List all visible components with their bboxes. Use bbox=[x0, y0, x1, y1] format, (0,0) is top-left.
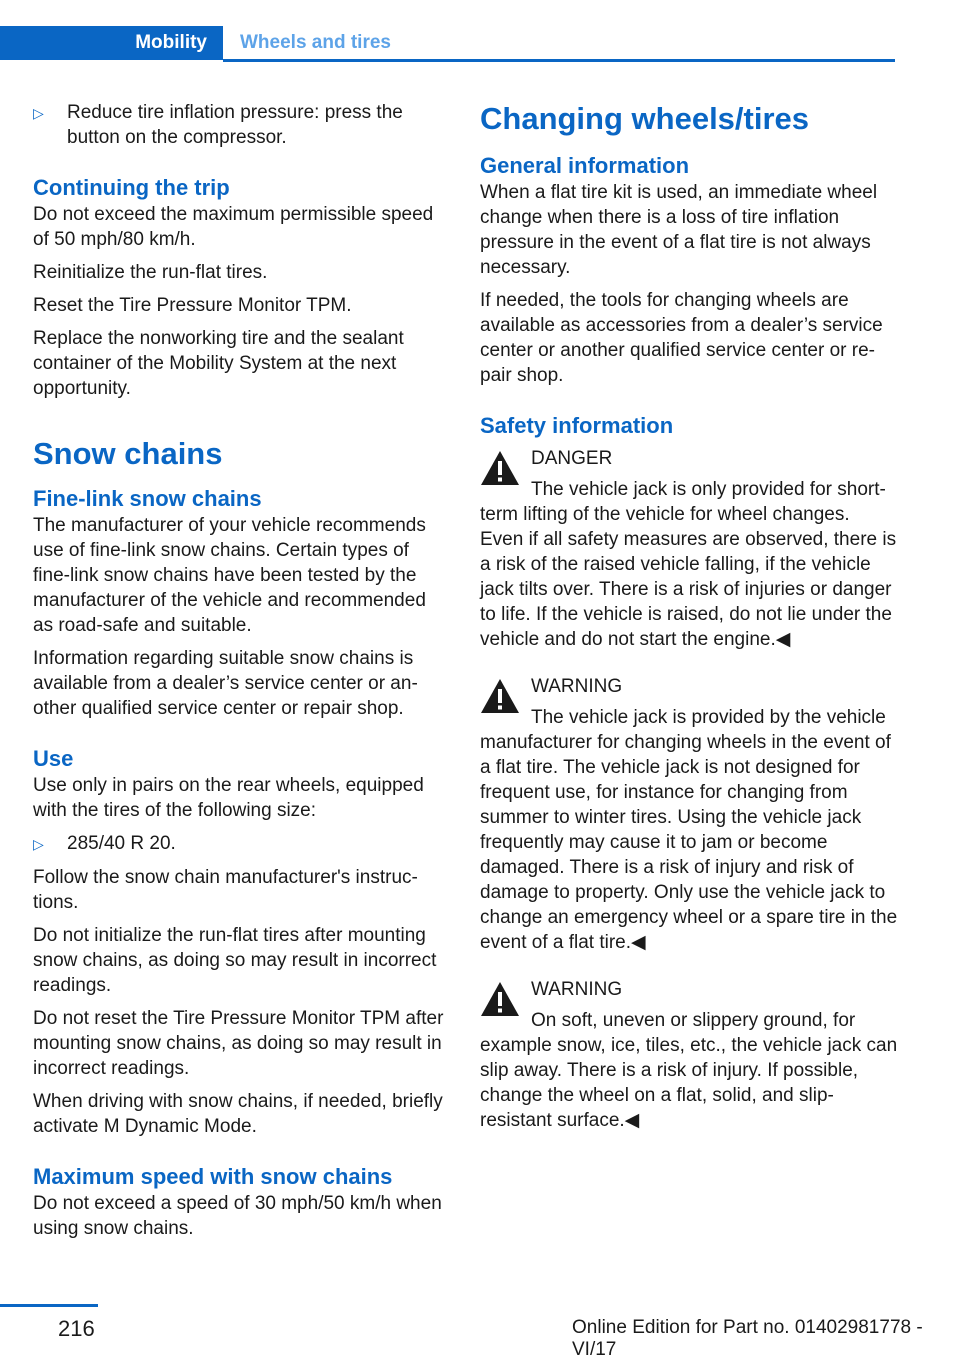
tab-wheels-and-tires[interactable]: Wheels and tires bbox=[240, 32, 391, 53]
warning-notice bbox=[480, 977, 898, 1133]
heading-continuing-trip: Continuing the trip bbox=[33, 175, 230, 200]
right-column bbox=[480, 100, 898, 1141]
warning-triangle-icon bbox=[480, 678, 520, 714]
paragraph: If needed, the tools for changing wheels are available as accessories from a dealer’s service center or another qualified service center or repair shop. bbox=[480, 290, 883, 386]
notice-label: DANGER bbox=[531, 448, 613, 469]
heading-snow-chains: Snow chains bbox=[33, 436, 223, 471]
paragraph: Follow the snow chain manufacturer's instructions. bbox=[33, 867, 418, 913]
heading-fine-link: Fine-link snow chains bbox=[33, 486, 262, 511]
triangle-right-icon: ▷ bbox=[33, 105, 44, 121]
paragraph: Do not reset the Tire Pressure Monitor TPM after mounting snow chains, as doing so may result in incorrect readings. bbox=[33, 1008, 444, 1079]
page-number: 216 bbox=[58, 1316, 95, 1341]
edition-note: Online Edition for Part no. 01402981778 - VI/17 bbox=[572, 1317, 923, 1360]
notice-text: The vehicle jack is provided by the vehicle manufacturer for changing wheels in the event of a flat tire. The vehicle jack is not designed for frequent use, for instance for changing from summer to winter tires. Using the vehicle jack frequently may cause it to jam or become damaged. There is a risk of injury and risk of damage to property. Only use the vehicle jack to change an emergency wheel or a spare tire in the event of a flat tire.◀ bbox=[480, 707, 898, 953]
notice-text: On soft, uneven or slippery ground, for example snow, ice, tiles, etc., the vehicle jack can slip away. There is a risk of injury. If possible, change the wheel on a flat, solid, and slip-resistant surface.◀ bbox=[480, 1010, 898, 1131]
paragraph: When a flat tire kit is used, an immediate wheel change when there is a loss of tire inflation pressure in the event of a flat tire is not always necessary. bbox=[480, 182, 878, 278]
paragraph: Reset the Tire Pressure Monitor TPM. bbox=[33, 295, 352, 316]
paragraph: The manufacturer of your vehicle recommends use of fine-link snow chains. Certain types of fine-link snow chains have been tested by the manufacturer of the vehicle and recommended as road-safe and suitable. bbox=[33, 515, 426, 636]
heading-safety-info: Safety information bbox=[480, 413, 674, 438]
paragraph: Use only in pairs on the rear wheels, equipped with the tires of the following size: bbox=[33, 775, 424, 821]
heading-max-speed: Maximum speed with snow chains bbox=[33, 1164, 393, 1189]
list-item: ▷ Reduce tire inflation pressure: press the button on the compressor. bbox=[33, 102, 403, 148]
notice-label: WARNING bbox=[531, 676, 623, 697]
footer-rule bbox=[0, 1304, 98, 1307]
notice-label: WARNING bbox=[531, 979, 623, 1000]
warning-triangle-icon bbox=[480, 981, 520, 1017]
danger-notice bbox=[480, 446, 898, 652]
tab-mobility[interactable]: Mobility bbox=[0, 26, 223, 60]
page-header bbox=[0, 0, 960, 62]
warning-notice bbox=[480, 674, 898, 955]
list-item: ▷ 285/40 R 20. bbox=[33, 831, 448, 857]
left-column bbox=[33, 100, 448, 1249]
paragraph: When driving with snow chains, if needed, briefly activate M Dynamic Mode. bbox=[33, 1091, 443, 1137]
heading-use: Use bbox=[33, 746, 74, 771]
paragraph: Do not exceed a speed of 30 mph/50 km/h when using snow chains. bbox=[33, 1193, 442, 1239]
paragraph: Do not exceed the maximum permissible speed of 50 mph/80 km/h. bbox=[33, 204, 434, 250]
warning-triangle-icon bbox=[480, 450, 520, 486]
paragraph: Reinitialize the run-flat tires. bbox=[33, 262, 268, 283]
triangle-right-icon: ▷ bbox=[33, 836, 44, 852]
header-rule bbox=[223, 59, 895, 62]
paragraph: Information regarding suitable snow chains is available from a dealer’s service center or another qualified service center or repair shop. bbox=[33, 648, 418, 719]
paragraph: Replace the nonworking tire and the sealant container of the Mobility System at the next opportunity. bbox=[33, 328, 404, 399]
notice-text: The vehicle jack is only provided for short-term lifting of the vehicle for wheel changes. Even if all safety measures are observed, there is a risk of the raised vehicle falling, if the vehicle jack tilts over. There is a risk of injuries or danger to life. If the vehicle is raised, do not lie under the vehicle and do not start the engine.◀ bbox=[480, 479, 897, 650]
heading-general-info: General information bbox=[480, 153, 690, 178]
paragraph: Do not initialize the run-flat tires after mounting snow chains, as doing so may result in incorrect readings. bbox=[33, 925, 437, 996]
heading-changing-wheels: Changing wheels/tires bbox=[480, 101, 810, 136]
